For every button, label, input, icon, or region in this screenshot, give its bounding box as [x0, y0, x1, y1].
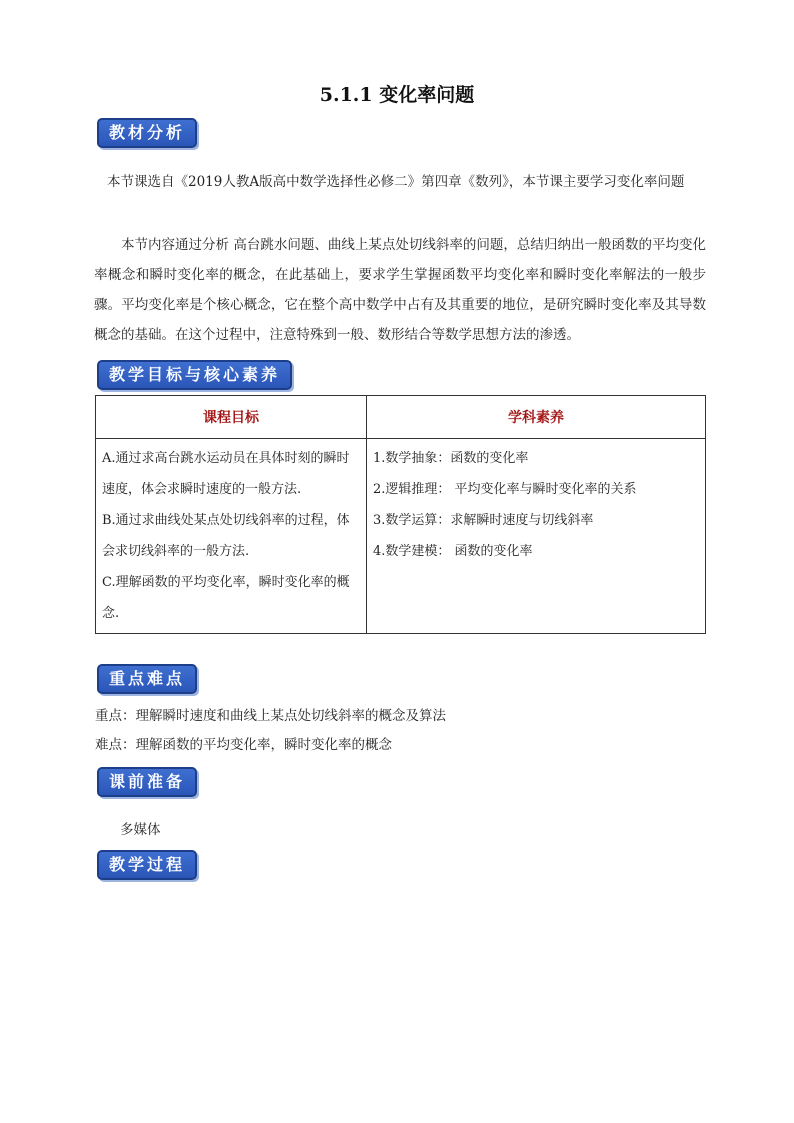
preparation-text: 多媒体	[120, 822, 161, 838]
objectives-table	[95, 395, 706, 634]
table-header-row	[96, 396, 706, 439]
goal-item: B.通过求曲线处某点处切线斜率的过程，体会求切线斜率的一般方法.	[102, 513, 350, 559]
literacy-cell	[367, 439, 706, 634]
section-badge-key-points: 重点难点	[97, 664, 197, 694]
section-badge-preparation: 课前准备	[97, 767, 197, 797]
table-row	[96, 439, 706, 634]
section-badge-objectives: 教学目标与核心素养	[97, 360, 292, 390]
goals-cell	[96, 439, 367, 634]
header-course-goals: 课程目标	[96, 396, 367, 439]
analysis-paragraph-2: 本节内容通过分析 高台跳水问题、曲线上某点处切线斜率的问题，总结归纳出一般函数的平均变化率概念和瞬时变化率的概念，在此基础上，要求学生掌握函数平均变化率和瞬时变化率解法的一般步骤。平均变化率是个核心概念，它在整个高中数学中占有及其重要的地位，是研究瞬时变化率及其导数概念的基础。在这个过程中，注意特殊到一般、数形结合等数学思想方法的渗透。	[94, 237, 706, 343]
goal-item: A.通过求高台跳水运动员在具体时刻的瞬时速度，体会求瞬时速度的一般方法.	[102, 451, 350, 497]
analysis-paragraph-1: 本节课选自《2019人教A版高中数学选择性必修二》第四章《数列》，本节课主要学习变化率问题	[107, 174, 685, 190]
literacy-item: 4.数学建模： 函数的变化率	[373, 544, 533, 559]
literacy-item: 1.数学抽象：函数的变化率	[373, 451, 529, 466]
section-badge-analysis: 教材分析	[97, 118, 197, 148]
section-badge-process: 教学过程	[97, 850, 197, 880]
literacy-item: 3.数学运算：求解瞬时速度与切线斜率	[373, 513, 594, 528]
page-title: 5.1.1 变化率问题	[319, 84, 475, 106]
key-point-focus: 重点：理解瞬时速度和曲线上某点处切线斜率的概念及算法	[95, 708, 446, 724]
goal-item: C.理解函数的平均变化率，瞬时变化率的概念.	[102, 575, 350, 621]
header-subject-literacy: 学科素养	[367, 396, 706, 439]
key-point-difficulty: 难点：理解函数的平均变化率，瞬时变化率的概念	[95, 737, 392, 753]
literacy-item: 2.逻辑推理： 平均变化率与瞬时变化率的关系	[373, 482, 637, 497]
